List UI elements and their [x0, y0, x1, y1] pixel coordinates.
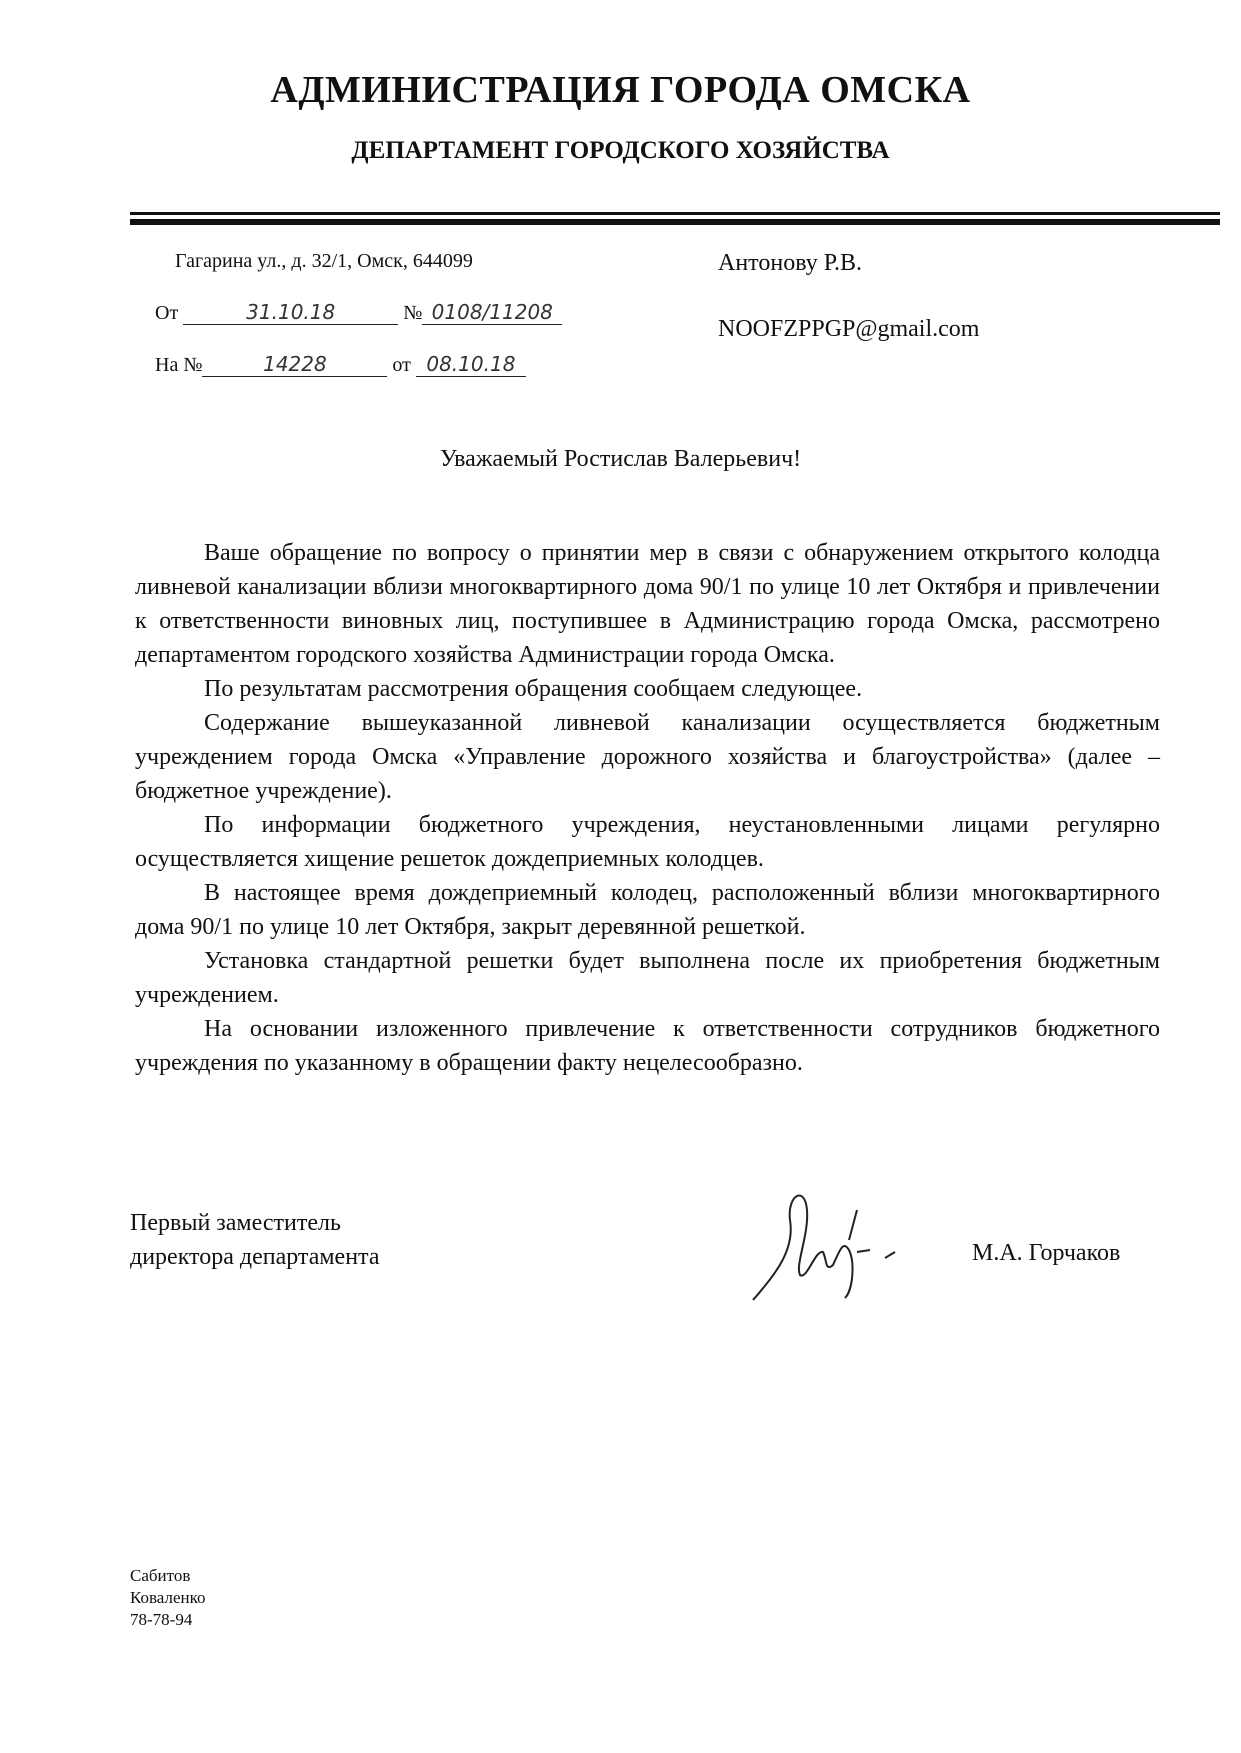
from-label: От [155, 302, 179, 324]
signatory-name: М.А. Горчаков [972, 1240, 1121, 1266]
recipient-name: Антонову Р.В. [718, 250, 863, 276]
letter-date: 31.10.18 [183, 300, 398, 325]
position-line: Первый заместитель [130, 1210, 341, 1236]
executor-name: Коваленко [130, 1588, 206, 1607]
ref-number: 14228 [202, 352, 387, 377]
position-line: директора департамента [130, 1244, 380, 1270]
ref-label: На № [155, 354, 203, 376]
paragraph: На основании изложенного привлечение к ответственности сотрудников бюджетного учреждения по указанному в обращении факту нецелесообразно. [135, 1016, 1160, 1076]
ref-date-label: от [392, 354, 411, 376]
executor-name: Сабитов [130, 1566, 191, 1585]
executor-info [130, 1565, 206, 1631]
executor-phone: 78-78-94 [130, 1610, 193, 1629]
sender-address: Гагарина ул., д. 32/1, Омск, 644099 [175, 250, 473, 272]
recipient-email: NOOFZPPGP@gmail.com [718, 316, 980, 342]
paragraph: В настоящее время дождеприемный колодец, расположенный вблизи многоквартирного дома 90/1 по улице 10 лет Октября, закрыт деревянной решеткой. [135, 880, 1160, 940]
paragraph: Установка стандартной решетки будет выполнена после их приобретения бюджетным учреждением. [135, 948, 1160, 1008]
letter-number: 0108/11208 [422, 300, 562, 325]
organization-title: АДМИНИСТРАЦИЯ ГОРОДА ОМСКА [270, 69, 971, 111]
paragraph: По информации бюджетного учреждения, неустановленными лицами регулярно осуществляется хищение решеток дождеприемных колодцев. [135, 812, 1160, 872]
letter-body [135, 536, 1160, 1080]
department-title: ДЕПАРТАМЕНТ ГОРОДСКОГО ХОЗЯЙСТВА [351, 137, 890, 164]
signatory-position [130, 1206, 379, 1274]
paragraph: По результатам рассмотрения обращения сообщаем следующее. [204, 676, 863, 702]
number-label: № [403, 302, 423, 324]
header-divider-thick [130, 219, 1220, 225]
salutation: Уважаемый Ростислав Валерьевич! [439, 446, 802, 472]
header-divider [130, 212, 1220, 215]
paragraph: Содержание вышеуказанной ливневой канализации осуществляется бюджетным учреждением города Омска «Управление дорожного хозяйства и благоустройства» (далее – бюджетное учреждение). [135, 710, 1160, 804]
outgoing-reference [155, 300, 562, 325]
incoming-reference [155, 352, 526, 377]
handwritten-signature [745, 1180, 915, 1310]
paragraph: Ваше обращение по вопросу о принятии мер в связи с обнаружением открытого колодца ливневой канализации вблизи многоквартирного дома 90/1 по улице 10 лет Октября и привлечении к ответственности виновных лиц, поступившее в Администрацию города Омска, рассмотрено департаментом городского хозяйства Администрации города Омска. [135, 540, 1160, 668]
ref-date: 08.10.18 [416, 352, 526, 377]
